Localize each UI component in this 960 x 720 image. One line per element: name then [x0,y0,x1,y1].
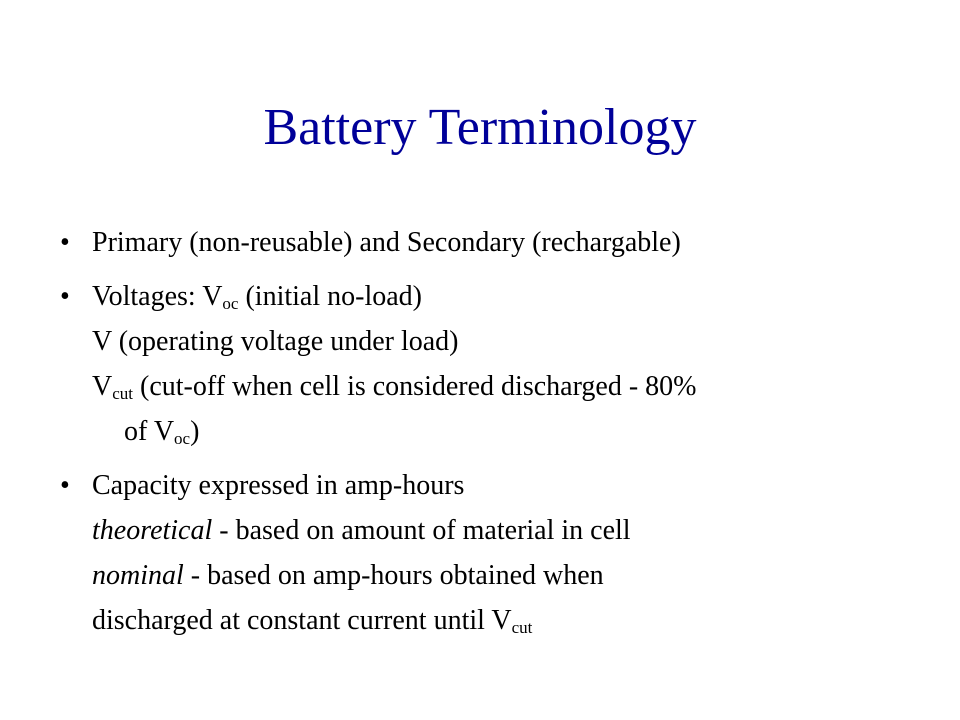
voltages-suffix: (initial no-load) [238,281,422,312]
nominal-term: nominal [92,560,184,591]
bullet-list [60,220,940,652]
voltages-line-1 [92,274,940,319]
bullet-item-primary-secondary [60,220,940,265]
theoretical-definition: - based on amount of material in cell [212,515,631,546]
subscript-oc: oc [174,429,191,448]
of-voc-suffix: ) [190,416,200,447]
bullet-icon: • [60,227,70,258]
subscript-cut: cut [112,384,134,403]
nominal-definition: - based on amp-hours obtained when [183,560,604,591]
capacity-line-1: Capacity expressed in amp-hours [92,470,465,501]
voltages-line-4 [92,409,940,454]
bullet-item-capacity [60,463,940,643]
subscript-cut: cut [511,618,533,637]
bullet-icon: • [60,470,70,501]
vcut-v: V [92,371,113,402]
voltages-line-2: V (operating voltage under load) [92,326,459,357]
capacity-line-3 [92,553,940,598]
bullet-text: Primary (non-reusable) and Secondary (rechargable) [92,227,681,258]
voltages-line-3 [92,364,940,409]
bullet-icon: • [60,281,70,312]
slide-title: Battery Terminology [263,99,697,156]
capacity-line-2 [92,508,940,553]
voltages-prefix: Voltages: V [92,281,223,312]
discharged-text: discharged at constant current until V [92,605,512,636]
theoretical-term: theoretical [92,515,213,546]
subscript-oc: oc [222,294,239,313]
vcut-description: (cut-off when cell is considered discharged - 80% [133,371,697,402]
capacity-line-4 [92,598,940,643]
of-voc-prefix: of V [124,416,175,447]
bullet-item-voltages [60,274,940,454]
